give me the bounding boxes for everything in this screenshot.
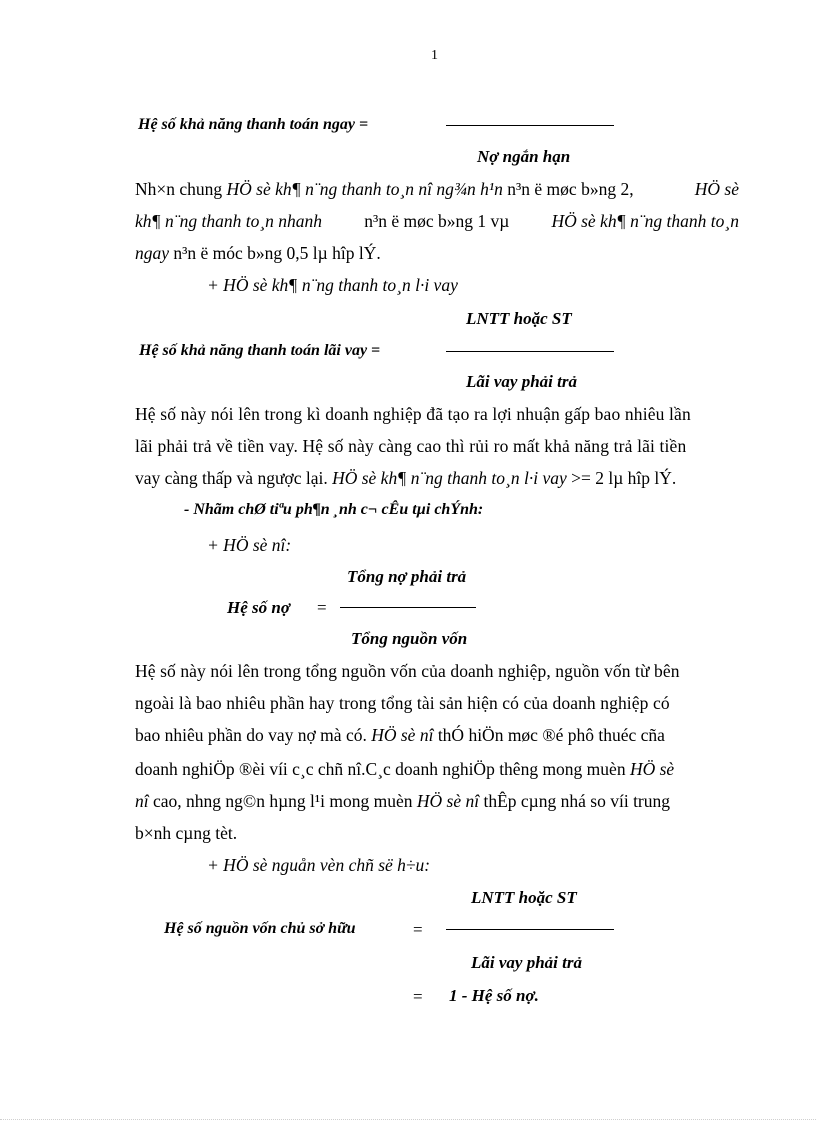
paragraph-line: b×nh cµng tèt. bbox=[135, 823, 238, 843]
paragraph-line: ngay n³n ë móc b»ng 0,5 lµ hîp lÝ. bbox=[135, 243, 381, 263]
formula-interest-denominator: Lãi vay phải trả bbox=[466, 372, 577, 391]
formula-quick-ratio-denominator: Nợ ngắn hạn bbox=[477, 147, 571, 166]
formula-equity-numerator: LNTT hoặc ST bbox=[471, 888, 577, 907]
paragraph-line: lãi phải trả về tiền vay. Hệ số này càng cao thì rủi ro mất khả năng trả lãi tiền bbox=[135, 436, 687, 456]
paragraph-line: ngoài là bao nhiêu phần hay trong tổng tài sản hiện có của doanh nghiệp có bbox=[135, 693, 670, 713]
formula-quick-ratio-label: Hệ số khả năng thanh toán ngay = bbox=[138, 116, 369, 133]
formula-interest-label: Hệ số khả năng thanh toán lãi vay = bbox=[139, 342, 381, 359]
formula-debt-numerator: Tổng nợ phải trả bbox=[347, 567, 467, 586]
formula-equity-equals: = bbox=[413, 920, 423, 939]
formula-equity-label: Hệ số nguồn vốn chủ sở hữu bbox=[164, 920, 356, 937]
paragraph-line: Hệ số này nói lên trong kì doanh nghiệp đã tạo ra lợi nhuận gấp bao nhiêu lần bbox=[135, 404, 691, 424]
fraction-line bbox=[446, 929, 614, 930]
paragraph-line: Hệ số này nói lên trong tổng nguồn vốn của doanh nghiệp, nguồn vốn từ bên bbox=[135, 661, 680, 681]
subheading-equity-ratio: + HÖ sè nguån vèn chñ së h÷u: bbox=[207, 855, 431, 875]
formula-equity-equals-2: = bbox=[413, 987, 423, 1006]
fraction-line bbox=[446, 125, 614, 126]
paragraph-line: doanh nghiÖp ®èi víi c¸c chñ nî.C¸c doanh nghiÖp thêng mong muèn HÖ sè bbox=[135, 759, 675, 779]
formula-interest-numerator: LNTT hoặc ST bbox=[466, 309, 572, 328]
formula-debt-equals: = bbox=[317, 598, 327, 617]
paragraph-line: nî cao, nhng ng©n hµng l¹i mong muèn HÖ sè nî thÊp cµng nhá so víi trung bbox=[135, 791, 671, 811]
formula-equity-result: 1 - Hệ số nợ. bbox=[449, 986, 539, 1005]
paragraph-line: bao nhiêu phần do vay nợ mà có. HÖ sè nî thÓ hiÖn møc ®é phô thuéc cña bbox=[135, 725, 665, 745]
page-bottom-divider bbox=[0, 1119, 816, 1120]
subheading-debt-ratio: + HÖ sè nî: bbox=[207, 535, 292, 555]
section-heading-financial-structure: - Nhãm chØ tiªu ph¶n ¸nh c¬ cÊu tµi chÝnh: bbox=[184, 501, 484, 518]
formula-debt-denominator: Tổng nguồn vốn bbox=[351, 629, 468, 648]
paragraph-line: Nh×n chung HÖ sè kh¶ n¨ng thanh to¸n nî ng¾n h¹n n³n ë møc b»ng 2, HÖ sè bbox=[135, 179, 739, 199]
formula-debt-label: Hệ số nợ bbox=[227, 598, 290, 617]
paragraph-line: kh¶ n¨ng thanh to¸n nhanh n³n ë møc b»ng 1 vµ HÖ sè kh¶ n¨ng thanh to¸n bbox=[135, 211, 739, 231]
paragraph-line: vay càng thấp và ngược lại. HÖ sè kh¶ n¨ng thanh to¸n l·i vay >= 2 lµ hîp lÝ. bbox=[135, 468, 677, 488]
page-number: 1 bbox=[431, 48, 438, 63]
formula-equity-denominator: Lãi vay phải trả bbox=[471, 953, 582, 972]
fraction-line bbox=[340, 607, 476, 608]
fraction-line bbox=[446, 351, 614, 352]
subheading-interest-coverage: + HÖ sè kh¶ n¨ng thanh to¸n l·i vay bbox=[207, 275, 458, 295]
